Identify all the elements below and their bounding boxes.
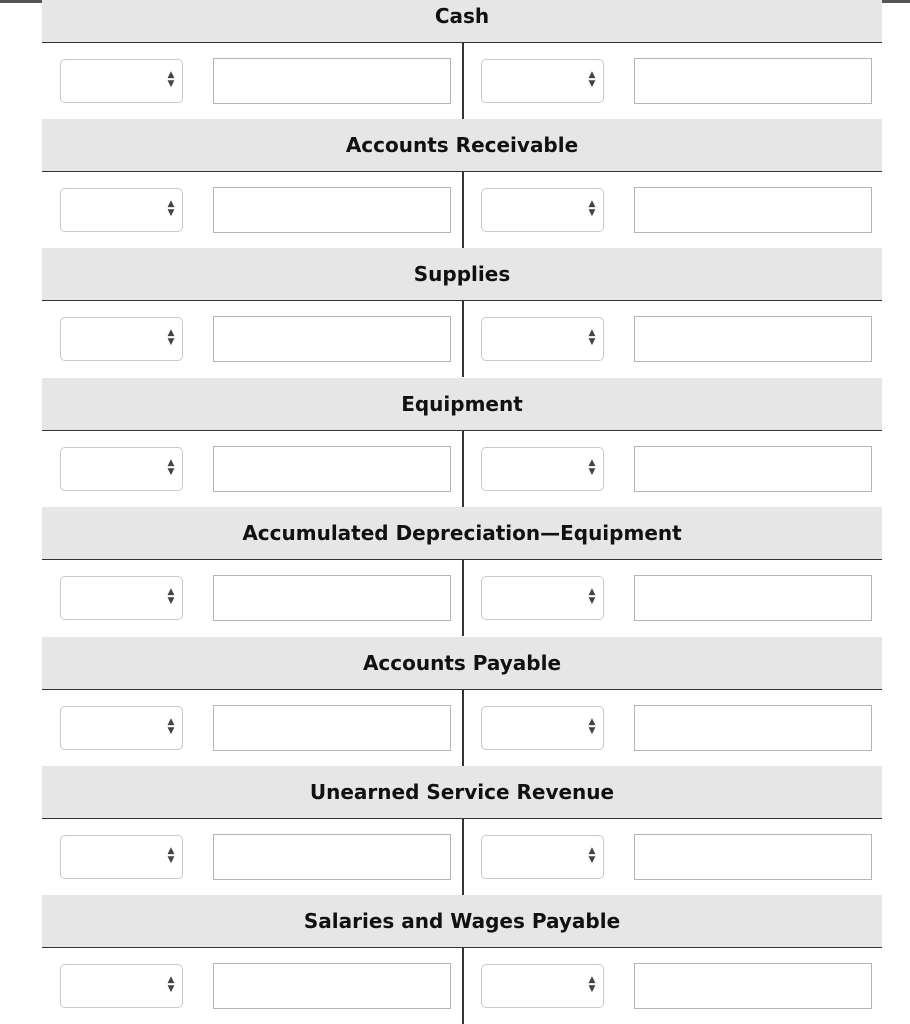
- debit-amount-input[interactable]: [213, 963, 451, 1009]
- credit-amount-input[interactable]: [634, 58, 872, 104]
- up-down-arrows-icon: ▲ ▼: [167, 457, 175, 477]
- up-down-arrows-icon: ▲ ▼: [588, 587, 596, 607]
- credit-amount-input[interactable]: [634, 316, 872, 362]
- debit-amount-input[interactable]: [213, 187, 451, 233]
- t-account-accounts-payable: [42, 637, 882, 766]
- credit-account-select[interactable]: [481, 317, 604, 361]
- credit-amount-input[interactable]: [634, 446, 872, 492]
- t-account-equipment: [42, 378, 882, 507]
- account-title: Cash: [42, 0, 882, 43]
- debit-account-select[interactable]: [60, 317, 183, 361]
- up-down-arrows-icon: ▲ ▼: [588, 457, 596, 477]
- debit-account-select[interactable]: [60, 706, 183, 750]
- t-account-salaries-and-wages-payable: [42, 895, 882, 1024]
- debit-account-select[interactable]: [60, 835, 183, 879]
- up-down-arrows-icon: ▲ ▼: [167, 199, 175, 218]
- credit-account-select[interactable]: [481, 447, 604, 491]
- t-account-divider: [462, 560, 464, 636]
- debit-amount-input[interactable]: [213, 575, 451, 621]
- t-account-supplies: [42, 248, 882, 377]
- up-down-arrows-icon: ▲ ▼: [588, 70, 596, 89]
- account-title: Accounts Receivable: [42, 119, 882, 172]
- t-account-accounts-receivable: [42, 119, 882, 248]
- debit-account-select[interactable]: [60, 188, 183, 232]
- up-down-arrows-icon: ▲ ▼: [167, 975, 175, 995]
- up-down-arrows-icon: ▲ ▼: [167, 70, 175, 89]
- debit-amount-input[interactable]: [213, 446, 451, 492]
- debit-account-select[interactable]: [60, 964, 183, 1008]
- t-account-divider: [462, 301, 464, 377]
- up-down-arrows-icon: ▲ ▼: [167, 328, 175, 348]
- account-title: Unearned Service Revenue: [42, 766, 882, 819]
- debit-amount-input[interactable]: [213, 316, 451, 362]
- up-down-arrows-icon: ▲ ▼: [588, 846, 596, 865]
- up-down-arrows-icon: ▲ ▼: [588, 199, 596, 218]
- credit-account-select[interactable]: [481, 576, 604, 620]
- account-title: Accounts Payable: [42, 637, 882, 690]
- t-account-cash: [42, 0, 882, 129]
- credit-amount-input[interactable]: [634, 963, 872, 1009]
- up-down-arrows-icon: ▲ ▼: [167, 716, 175, 736]
- account-title: Equipment: [42, 378, 882, 431]
- debit-amount-input[interactable]: [213, 705, 451, 751]
- account-title: Supplies: [42, 248, 882, 301]
- debit-amount-input[interactable]: [213, 58, 451, 104]
- debit-account-select[interactable]: [60, 576, 183, 620]
- t-account-divider: [462, 172, 464, 248]
- credit-account-select[interactable]: [481, 706, 604, 750]
- credit-account-select[interactable]: [481, 964, 604, 1008]
- credit-amount-input[interactable]: [634, 834, 872, 880]
- account-title: Accumulated Depreciation—Equipment: [42, 507, 882, 560]
- debit-account-select[interactable]: [60, 447, 183, 491]
- credit-amount-input[interactable]: [634, 187, 872, 233]
- up-down-arrows-icon: ▲ ▼: [588, 716, 596, 736]
- t-account-divider: [462, 948, 464, 1024]
- t-account-unearned-service-revenue: [42, 766, 882, 895]
- t-account-divider: [462, 819, 464, 895]
- up-down-arrows-icon: ▲ ▼: [588, 975, 596, 995]
- up-down-arrows-icon: ▲ ▼: [588, 328, 596, 348]
- debit-amount-input[interactable]: [213, 834, 451, 880]
- t-account-divider: [462, 43, 464, 119]
- credit-account-select[interactable]: [481, 59, 604, 103]
- credit-amount-input[interactable]: [634, 575, 872, 621]
- up-down-arrows-icon: ▲ ▼: [167, 587, 175, 607]
- t-account-accumulated-depreciation-equipment: [42, 507, 882, 636]
- up-down-arrows-icon: ▲ ▼: [167, 846, 175, 865]
- t-account-divider: [462, 431, 464, 507]
- account-title: Salaries and Wages Payable: [42, 895, 882, 948]
- t-account-divider: [462, 690, 464, 766]
- credit-account-select[interactable]: [481, 835, 604, 879]
- credit-account-select[interactable]: [481, 188, 604, 232]
- debit-account-select[interactable]: [60, 59, 183, 103]
- credit-amount-input[interactable]: [634, 705, 872, 751]
